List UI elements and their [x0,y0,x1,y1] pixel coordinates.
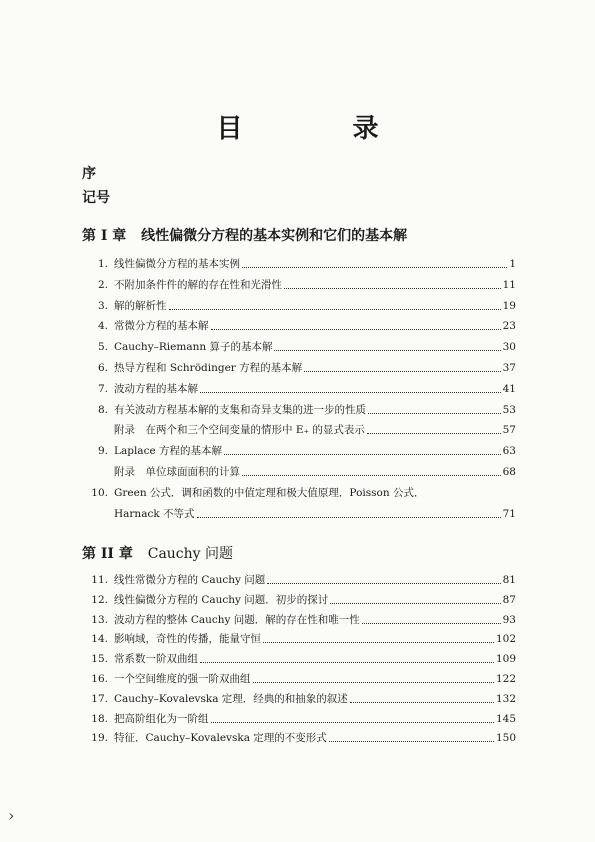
toc-entry[interactable] [80,572,516,588]
entry-title: 不附加条件件的解的存在性和光滑性 [114,278,282,291]
toc-entry[interactable] [80,277,516,293]
entry-number: 11. [91,574,108,586]
chapter-name: 线性偏微分方程的基本实例和它们的基本解 [141,228,408,244]
toc-entry[interactable] [80,256,516,272]
chapter-number: 第 II 章 [82,546,133,562]
toc-entry[interactable] [80,651,516,667]
entry-title: 波动方程的整体 Cauchy 问题．解的存在性和唯一性 [114,613,360,626]
toc-entry[interactable] [80,691,516,707]
dot-leader [329,732,494,742]
entry-title: 特征．Cauchy–Kovalevska 定理的不变形式 [114,732,327,745]
chapter-heading [82,225,407,245]
entry-number: 3. [97,299,108,312]
entry-page-number: 87 [502,593,516,606]
toc-entry[interactable] [80,402,516,418]
entry-page-number: 37 [502,362,516,374]
toc-entry[interactable] [80,381,516,397]
dot-leader [367,424,501,434]
entry-title: 常微分方程的基本解 [114,320,209,333]
toc-entry[interactable] [80,506,516,522]
dot-leader [330,594,500,604]
entry-title: 附录 在两个和三个空间变量的情形中 E₊ 的显式表示 [114,424,365,437]
entry-number: 7. [97,382,108,395]
toc-entry[interactable] [80,360,516,376]
dot-leader [211,320,501,330]
entry-page-number: 41 [502,382,516,395]
toc-entry[interactable] [80,612,516,628]
entry-title: Laplace 方程的基本解 [114,445,223,458]
entry-number: 13. [91,613,108,626]
entry-title: Green 公式．调和函数的中值定理和极大值原理．Poisson 公式． [114,486,425,499]
entry-number: 18. [91,712,108,725]
entry-page-number: 132 [495,692,516,705]
entry-title: 线性偏微分方程的基本实例 [114,258,240,270]
dot-leader [350,693,494,703]
dot-leader [169,300,501,310]
dot-leader [253,673,494,683]
entry-page-number: 63 [502,445,516,458]
entry-title: 附录 单位球面面积的计算 [114,466,240,478]
entry-page-number: 19 [502,299,516,312]
entry-page-number: 1 [509,258,516,270]
entry-title: 有关波动方程基本解的支集和奇异支集的进一步的性质 [114,403,366,416]
toc-entry[interactable] [80,671,516,687]
dot-leader [304,362,500,372]
entry-number: 17. [91,692,108,705]
entry-title: Cauchy–Kovalevska 定理．经典的和抽象的叙述 [114,692,348,705]
scan-mark: › [8,806,15,825]
entry-title: 解的解析性 [114,299,167,312]
entry-page-number: 93 [502,613,516,626]
toc-entry[interactable] [80,485,516,501]
entry-number: 8. [97,403,108,416]
dot-leader [224,445,501,455]
page-title: 目 录 [216,114,421,144]
entry-page-number: 71 [502,507,516,520]
entry-page-number: 109 [495,653,516,666]
entry-number: 2. [97,278,108,291]
dot-leader [362,614,501,624]
entry-page-number: 53 [502,403,516,416]
toc-entry[interactable] [80,631,516,647]
toc-entry[interactable] [80,339,516,355]
dot-leader [263,633,494,643]
entry-number: 15. [91,653,108,666]
entry-title: Harnack 不等式 [114,507,195,520]
entry-number: 4. [97,320,108,333]
toc-entry[interactable] [80,592,516,608]
entry-number: 6. [97,362,108,374]
entry-number: 10. [91,486,108,499]
entry-title: 常系数一阶双曲组 [114,653,198,666]
entry-title: 热导方程和 Schrödinger 方程的基本解 [114,362,303,374]
chapter-heading [82,543,233,563]
entry-title: 一个空间维度的强一阶双曲组 [114,673,251,685]
entry-number: 19. [91,732,108,745]
entry-page-number: 102 [495,633,516,646]
entry-page-number: 81 [502,574,516,586]
dot-leader [242,466,501,476]
dot-leader [211,713,494,723]
entry-page-number: 57 [502,424,516,437]
toc-entry[interactable] [80,298,516,314]
entry-title: Cauchy–Riemann 算子的基本解 [114,341,273,354]
entry-page-number: 11 [502,278,516,291]
dot-leader [274,341,500,351]
entry-number: 5. [97,341,108,354]
dot-leader [267,574,500,584]
dot-leader [242,258,507,268]
toc-entry[interactable] [80,711,516,727]
entry-page-number: 30 [502,341,516,354]
toc-entry[interactable] [80,730,516,746]
dot-leader [284,279,501,289]
entry-title: 把高阶组化为一阶组 [114,712,209,725]
dot-leader [200,383,501,393]
toc-entry[interactable] [80,464,516,480]
entry-number: 1. [97,258,108,270]
toc-entry[interactable] [80,443,516,459]
entry-page-number: 68 [502,466,516,478]
toc-entry[interactable] [80,318,516,334]
dot-leader [197,508,501,518]
toc-entry[interactable] [80,422,516,438]
entry-number: 9. [97,445,108,458]
dot-leader [368,404,501,414]
entry-page-number: 145 [495,712,516,725]
entry-title: 线性偏微分方程的 Cauchy 问题．初步的探讨 [114,593,329,606]
entry-page-number: 23 [502,320,516,333]
chapter-number: 第 I 章 [82,228,127,244]
entry-title: 影响域，奇性的传播，能量守恒 [114,633,261,646]
chapter-name: Cauchy 问题 [147,546,234,562]
entry-number: 16. [91,673,108,685]
entry-number: 14. [91,633,108,646]
entry-page-number: 150 [495,732,516,745]
dot-leader [200,653,494,663]
entry-title: 线性常微分方程的 Cauchy 问题 [114,574,266,586]
entry-title: 波动方程的基本解 [114,382,198,395]
preface-link[interactable]: 序 [82,166,96,182]
entry-page-number: 122 [495,673,516,685]
entry-number: 12. [91,593,108,606]
notation-link[interactable]: 记号 [82,190,110,206]
